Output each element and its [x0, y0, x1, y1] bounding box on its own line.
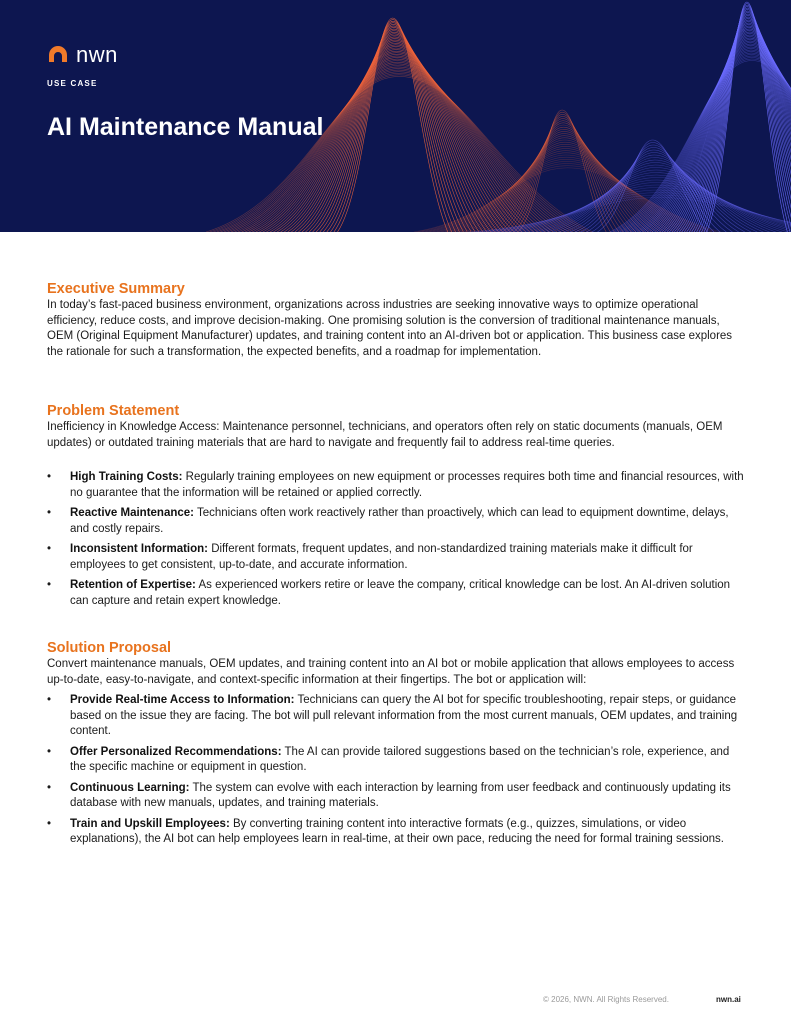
section-heading: Solution Proposal	[47, 640, 172, 656]
solution-proposal-section	[47, 639, 747, 848]
wave-line	[224, 69, 573, 232]
bullet-icon: •	[47, 781, 52, 794]
bullet-text: As experienced workers retire or leave the company, critical knowledge can be lost. An AI-driven solution can capture and retain expert knowledge.	[70, 579, 731, 607]
bullet-text: The AI can provide tailored suggestions based on the technician’s role, experience, and the specific machine or equipment in question.	[70, 745, 730, 773]
footer-copyright: © 2026, NWN. All Rights Reserved.	[543, 995, 669, 1004]
bullet-term: Provide Real-time Access to Information:	[70, 694, 295, 706]
bullet-term: Offer Personalized Recommendations:	[70, 745, 282, 758]
page-footer	[0, 995, 791, 1009]
list-item	[47, 578, 747, 609]
section-body: Inefficiency in Knowledge Access: Maintenance personnel, technicians, and operators often rely on static documents (manuals, OEM updates) or outdated training materials that are hard to navigate and frequently fail to address real-time queries.	[47, 421, 723, 449]
bullet-icon: •	[47, 745, 52, 758]
bullet-icon: •	[47, 694, 52, 706]
bullet-text: Regularly training employees on new equipment or processes requires both time and financial resources, with no guarantee that the information will be retained or applied correctly.	[70, 471, 744, 499]
bullet-text: Technicians often work reactively rather than proactively, which can lead to equipment downtime, delays, and costly repairs.	[70, 507, 729, 535]
bullet-icon: •	[47, 543, 52, 555]
list-item	[47, 693, 747, 740]
bullet-term: Train and Upskill Employees:	[70, 817, 230, 830]
bullet-text: The system can evolve with each interaction by learning from user feedback and continuously updating its database with new manuals, updates, and training materials.	[70, 781, 731, 809]
bullet-text: Technicians can query the AI bot for specific troubleshooting, repair steps, or guidance based on the issue they are facing. The bot will pull relevant information from the most current manuals, OEM updates, and training content.	[70, 694, 738, 737]
bullet-icon: •	[47, 471, 52, 483]
wave-line	[632, 47, 791, 232]
main-content	[47, 280, 747, 853]
footer-site: nwn.ai	[716, 995, 741, 1004]
eyebrow-label: USE CASE	[47, 79, 98, 88]
problem-statement-section	[47, 402, 747, 609]
bullet-icon: •	[47, 817, 52, 830]
list-item	[47, 781, 747, 812]
logo-mark-icon	[47, 46, 69, 64]
page-title: AI Maintenance Manual	[47, 113, 324, 141]
bullet-term: Reactive Maintenance:	[70, 507, 194, 519]
wave-line	[210, 75, 589, 232]
list-item	[47, 817, 747, 848]
list-item	[47, 506, 747, 537]
bullet-text: By converting training content into interactive formats (e.g., quizzes, simulations, or video explanations), the AI bot can help employees learn in real-time, at their own pace, reducing the need for formal training sessions.	[70, 817, 724, 845]
wave-line	[640, 43, 791, 233]
bullet-list	[47, 693, 747, 848]
wave-line	[564, 155, 745, 232]
list-item	[47, 745, 747, 776]
nwn-logo	[47, 44, 118, 66]
bullet-term: High Training Costs:	[70, 471, 183, 483]
hero-banner	[0, 0, 791, 232]
list-item	[47, 542, 747, 573]
section-body: Convert maintenance manuals, OEM updates, and training content into an AI bot or mobile application that allows employees to access up-to-date, easy-to-navigate, and context-specific information at their fingertips. The bot or application will:	[47, 658, 735, 686]
wave-line	[227, 67, 569, 232]
executive-summary-section	[47, 280, 747, 360]
bullet-icon: •	[47, 507, 52, 519]
bullet-term: Continuous Learning:	[70, 781, 190, 794]
section-body: In today’s fast-paced business environment, organizations across industries are seeking innovative ways to optimize operational efficiency, reduce costs, and improve decision-making. One promising solution is the conversion of traditional maintenance manuals, OEM (Original Equipment Manufacturer) updates, and training content into an AI-driven bot or application. This business case explores the rationale for such a transformation, the expected benefits, and a roadmap for implementation.	[47, 299, 733, 358]
section-heading: Executive Summary	[47, 281, 185, 297]
list-item	[47, 470, 747, 501]
bullet-term: Inconsistent Information:	[70, 543, 208, 555]
logo-text: nwn	[76, 42, 118, 67]
wave-line	[472, 136, 657, 232]
bullet-list	[47, 470, 747, 609]
bullet-text: Different formats, frequent updates, and non-standardized training materials make it difficult for employees to get consistent, up-to-date, and accurate information.	[70, 543, 693, 571]
bullet-term: Retention of Expertise:	[70, 579, 196, 591]
bullet-icon: •	[47, 579, 52, 591]
section-heading: Problem Statement	[47, 403, 180, 419]
